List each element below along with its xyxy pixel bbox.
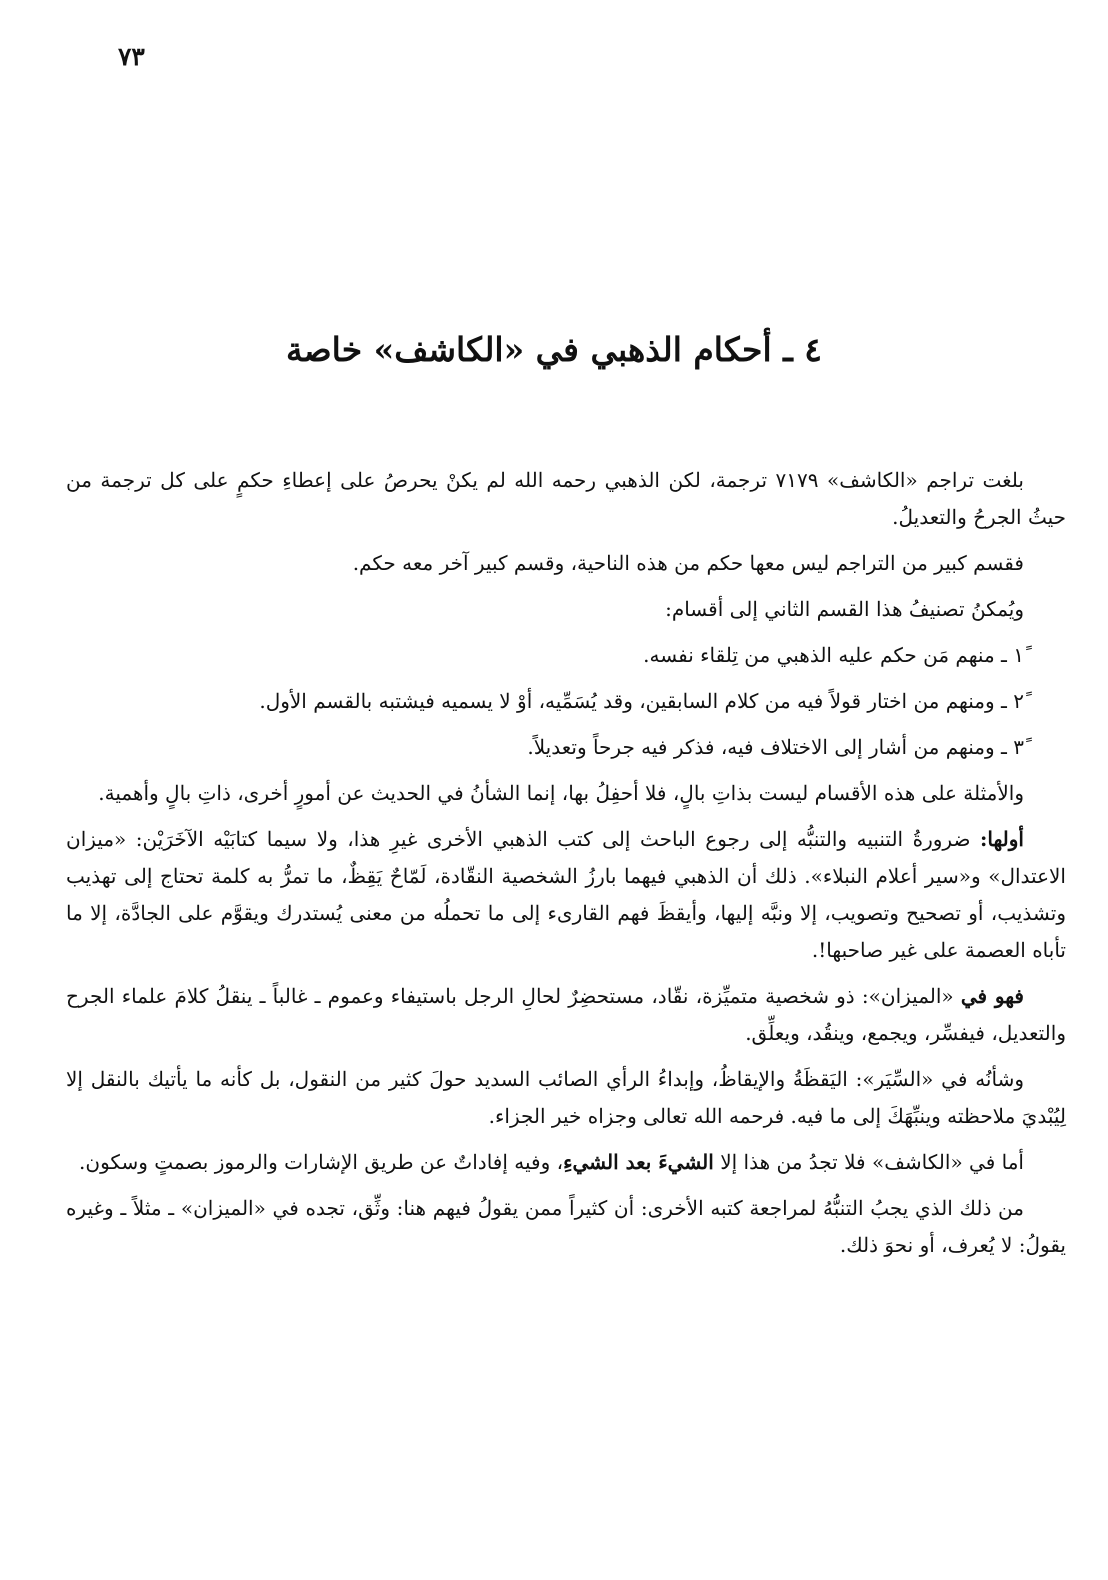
- first-point-lead: أولها:: [979, 827, 1024, 851]
- paragraph-first-point: [66, 821, 1066, 969]
- paragraph-1: بلغت تراجم «الكاشف» ٧١٧٩ ترجمة، لكن الذهبي رحمه الله لم يكنْ يحرصُ على إعطاءِ حكمٍ على كل ترجمة من حيثُ الجرحُ والتعديلُ.: [66, 468, 1066, 529]
- mizan-lead: فهو في: [960, 984, 1024, 1008]
- paragraph-other-books: من ذلك الذي يجبُ التنبُّهُ لمراجعة كتبه الأخرى: أن كثيراً ممن يقولُ فيهم هنا: وثِّق، تجده في «الميزان» ـ مثلاً ـ وغيره يقولُ: لا يُعرف، أو نحوَ ذلك.: [66, 1196, 1066, 1257]
- list-item-2: ٢ً ـ ومنهم من اختار قولاً فيه من كلام السابقين، وقد يُسَمِّيه، أوْ لا يسميه فيشتبه بالقسم الأول.: [259, 689, 1024, 713]
- first-point-text: ضرورةُ التنبيه والتنبُّه إلى رجوع الباحث إلى كتب الذهبي الأخرى غيرِ هذا، ولا سيما كتابَيْه الآخَرَيْن: «ميزان الاعتدال» و«سير أعلام النبلاء». ذلك أن الذهبي فيهما بارزُ الشخصية النقّادة، لَمّاحٌ يَقِظٌ، ما تمرُّ به كلمة تحتاج إلى تهذيب وتشذيب، أو تصحيح وتصويب، إلا ونبَّه إليها، وأيقظَ فهم القارىء إلى ما تحملُه من معنى يُستدرك ويقوَّم على الجادَّة، إلا ما تأباه العصمة على غير صاحبها!.: [66, 827, 1066, 962]
- kashif-emphasis: الشيءَ بعد الشيءِ: [563, 1150, 714, 1174]
- paragraph-examples: والأمثلة على هذه الأقسام ليست بذاتِ بالٍ، فلا أحفِلُ بها، إنما الشأنُ في الحديث عن أمورٍ أخرى، ذاتِ بالٍ وأهمية.: [98, 781, 1024, 805]
- kashif-text-b: ، وفيه إفاداتٌ عن طريق الإشارات والرموز بصمتٍ وسكون.: [79, 1150, 564, 1174]
- paragraph-mizan: [66, 978, 1066, 1052]
- mizan-text: «الميزان»: ذو شخصية متميِّزة، نقّاد، مستحضِرٌ لحالِ الرجل باستيفاء وعموم ـ غالباً ـ ينقلُ كلامَ علماء الجرح والتعديل، فيفسِّر، ويجمع، وينقُد، ويعلِّق.: [66, 984, 1066, 1045]
- list-item-3: ٣ً ـ ومنهم من أشار إلى الاختلاف فيه، فذكر فيه جرحاً وتعديلاً.: [527, 735, 1024, 759]
- paragraph-kashif: [66, 1144, 1066, 1181]
- page-number: ٧٣: [118, 42, 145, 71]
- paragraph-3: ويُمكنُ تصنيفُ هذا القسم الثاني إلى أقسام:: [665, 597, 1024, 621]
- list-item-1: ١ً ـ منهم مَن حكم عليه الذهبي من تِلقاء نفسه.: [643, 643, 1024, 667]
- paragraph-2: فقسم كبير من التراجم ليس معها حكم من هذه الناحية، وقسم كبير آخر معه حكم.: [352, 551, 1024, 575]
- paragraph-siyar: وشأنُه في «السِّيَر»: اليَقظَةُ والإيقاظُ، وإبداءُ الرأي الصائب السديد حولَ كثير من النقول، بل كأنه ما يأتيك بالنقل إلا لِيُبْديَ ملاحظته وينبِّهَكَ إلى ما فيه. فرحمه الله تعالى وجزاه خير الجزاء.: [66, 1067, 1066, 1128]
- text-body: [66, 462, 1066, 1273]
- chapter-title: ٤ ـ أحكام الذهبي في «الكاشف» خاصة: [285, 330, 823, 369]
- kashif-text-a: أما في «الكاشف» فلا تجدُ من هذا إلا: [713, 1150, 1024, 1174]
